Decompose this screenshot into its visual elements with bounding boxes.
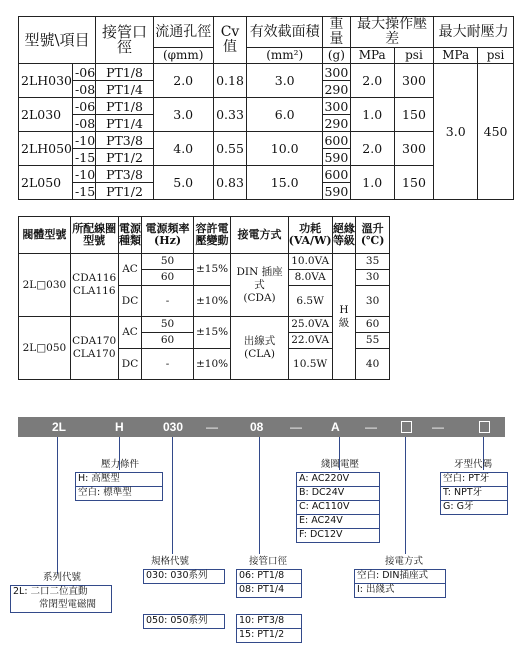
frequency: 60: [142, 333, 193, 349]
connection-cla-code: (CLA): [244, 348, 275, 360]
legend-item: B: DC24V: [297, 487, 379, 501]
port-size: PT3/8: [96, 132, 154, 149]
header-orifice: 流通孔徑: [153, 17, 213, 48]
connection-cla-label: 出線式: [243, 335, 276, 347]
header-op-psi: psi: [394, 48, 434, 64]
legend-pressure-box: [75, 472, 163, 501]
voltage-variation: ±15%: [193, 317, 231, 349]
legend-wiring-title: 接電方式: [384, 556, 423, 567]
temp-rise: 55: [356, 333, 390, 349]
header-area-unit: (mm²): [247, 48, 322, 64]
connection-din: [231, 254, 288, 317]
op-psi-value: 150: [394, 166, 434, 200]
area-value: 6.0: [247, 98, 322, 132]
port-code: -15: [73, 183, 96, 200]
legend-port-box: [236, 569, 302, 598]
temp-rise: 40: [356, 349, 390, 380]
row-model: 2L050: [19, 166, 73, 200]
connector-line: [259, 437, 260, 554]
orifice-value: 2.0: [153, 64, 213, 98]
legend-spec-box: [143, 569, 225, 584]
legend-item: 15: PT1/2: [239, 629, 285, 640]
weight-value: 600: [322, 132, 350, 149]
valve-spec-table: [18, 16, 514, 200]
header-power: 功耗(VA/W): [288, 217, 332, 254]
legend-item: 空白: DIN插座式: [355, 570, 445, 584]
legend-item: 08: PT1/4: [239, 584, 285, 595]
temp-rise: 30: [356, 270, 390, 286]
legend-item: 空白: 標準型: [78, 487, 132, 498]
frequency: -: [142, 286, 193, 317]
legend-spec-box: [143, 614, 225, 629]
header-coil-model: 所配線圈型號: [70, 217, 118, 254]
code-spec: 030: [163, 420, 184, 434]
legend-item: F: DC12V: [299, 529, 343, 540]
power-value: 10.5W: [288, 349, 332, 380]
code-dash: —: [432, 420, 444, 434]
cv-value: 0.18: [213, 64, 247, 98]
header-orifice-unit: (φmm): [153, 48, 213, 64]
weight-value: 590: [322, 183, 350, 200]
header-weight-unit: (g): [322, 48, 350, 64]
legend-series-box: [10, 585, 112, 613]
op-psi-value: 300: [394, 64, 434, 98]
temp-rise: 30: [356, 286, 390, 317]
legend-series-title: 系列代號: [42, 572, 81, 583]
cv-value: 0.33: [213, 98, 247, 132]
body-model: 2L□030: [19, 254, 71, 317]
legend-item: 2L: 二口二位直動: [13, 586, 88, 597]
header-body-model: 閥體型號: [19, 217, 71, 254]
power-type-dc: DC: [118, 286, 142, 317]
code-dash: —: [206, 420, 218, 434]
header-voltage-variation: 容許電壓變動: [193, 217, 231, 254]
legend-port-title: 接管口徑: [248, 556, 287, 567]
connection-din-label: DIN 插座式: [236, 265, 283, 291]
power-type-ac: AC: [118, 254, 142, 286]
code-port: 08: [250, 420, 264, 434]
legend-port-box: [236, 614, 302, 643]
op-psi-value: 300: [394, 132, 434, 166]
header-connection: 接電方式: [231, 217, 288, 254]
legend-item: C: AC110V: [297, 501, 379, 515]
weight-value: 300: [322, 98, 350, 115]
legend-item: T: NPT牙: [441, 487, 507, 501]
port-code: -10: [73, 166, 96, 183]
area-value: 3.0: [247, 64, 322, 98]
power-value: 10.0VA: [288, 254, 332, 270]
area-value: 15.0: [247, 166, 322, 200]
header-frequency: 電源頻率(Hz): [142, 217, 193, 254]
tol-mpa-value: 3.0: [434, 64, 478, 200]
port-size: PT1/4: [96, 115, 154, 132]
legend-item: 030: 030系列: [146, 570, 208, 581]
legend-item: 050: 050系列: [146, 615, 208, 626]
power-value: 8.0VA: [288, 270, 332, 286]
weight-value: 600: [322, 166, 350, 183]
legend-item: 空白: PT牙: [441, 473, 507, 487]
power-value: 22.0VA: [288, 333, 332, 349]
frequency: 50: [142, 317, 193, 333]
port-code: -10: [73, 132, 96, 149]
header-area: 有效截面積: [247, 17, 322, 48]
op-psi-value: 150: [394, 98, 434, 132]
frequency: 60: [142, 270, 193, 286]
header-insulation: 絕緣等級: [332, 217, 356, 254]
cv-value: 0.55: [213, 132, 247, 166]
port-size: PT3/8: [96, 166, 154, 183]
temp-rise: 60: [356, 317, 390, 333]
header-port: 接管口徑: [96, 17, 154, 64]
voltage-variation: ±15%: [193, 254, 231, 286]
weight-value: 590: [322, 149, 350, 166]
port-size: PT1/8: [96, 64, 154, 81]
legend-item: G: G牙: [443, 501, 474, 512]
frequency: -: [142, 349, 193, 380]
port-code: -06: [73, 98, 96, 115]
weight-value: 290: [322, 81, 350, 98]
coil-model-1: CDA116: [72, 272, 117, 284]
header-weight: 重量: [322, 17, 350, 48]
connector-line: [57, 437, 58, 574]
row-model: 2LH050: [19, 132, 73, 166]
header-tol-mpa: MPa: [434, 48, 478, 64]
voltage-variation: ±10%: [193, 286, 231, 317]
coil-model-1: CDA170: [72, 335, 117, 347]
coil-model: [70, 254, 118, 317]
port-size: PT1/4: [96, 81, 154, 98]
port-size: PT1/2: [96, 149, 154, 166]
legend-item: H: 高壓型: [76, 473, 162, 487]
port-code: -08: [73, 115, 96, 132]
port-code: -15: [73, 149, 96, 166]
power-type-dc: DC: [118, 349, 142, 380]
coil-model: [70, 317, 118, 380]
legend-thread-title: 牙型代碼: [453, 459, 492, 470]
port-size: PT1/2: [96, 183, 154, 200]
cv-value: 0.83: [213, 166, 247, 200]
weight-value: 300: [322, 64, 350, 81]
header-tol-psi: psi: [478, 48, 514, 64]
header-power-type: 電源種類: [118, 217, 142, 254]
coil-model-2: CLA116: [72, 285, 116, 297]
power-type-ac: AC: [118, 317, 142, 349]
legend-wiring-box: [354, 569, 446, 598]
weight-value: 290: [322, 115, 350, 132]
connector-line: [172, 437, 173, 554]
legend-item: A: AC220V: [297, 473, 379, 487]
connector-line: [405, 437, 406, 554]
voltage-variation: ±10%: [193, 349, 231, 380]
orifice-value: 5.0: [153, 166, 213, 200]
power-value: 6.5W: [288, 286, 332, 317]
legend-item: E: AC24V: [297, 515, 379, 529]
op-mpa-value: 1.0: [350, 98, 394, 132]
code-pressure: H: [115, 420, 124, 434]
legend-item: I: 出綫式: [357, 584, 395, 595]
header-max-tolerance: 最大耐壓力: [434, 17, 514, 48]
legend-pressure-title: 壓力條件: [100, 459, 139, 470]
legend-item: 06: PT1/8: [237, 570, 301, 584]
code-wiring-box: [401, 421, 412, 433]
header-op-mpa: MPa: [350, 48, 394, 64]
legend-item: 10: PT3/8: [237, 615, 301, 629]
op-mpa-value: 2.0: [350, 64, 394, 98]
orifice-value: 4.0: [153, 132, 213, 166]
frequency: 50: [142, 254, 193, 270]
connection-cla: [231, 317, 288, 380]
port-code: -06: [73, 64, 96, 81]
code-thread-box: [479, 421, 490, 433]
legend-voltage-title: 綫圈電壓: [320, 459, 359, 470]
orifice-value: 3.0: [153, 98, 213, 132]
insulation-class: H 級: [332, 254, 356, 380]
legend-voltage-box: [296, 472, 380, 543]
code-dash: —: [365, 420, 377, 434]
header-max-operating: 最大操作壓差: [350, 17, 434, 48]
row-model: 2LH030: [19, 64, 73, 98]
row-model: 2L030: [19, 98, 73, 132]
op-mpa-value: 2.0: [350, 132, 394, 166]
legend-spec-title: 規格代號: [150, 556, 189, 567]
body-model: 2L□050: [19, 317, 71, 380]
tol-psi-value: 450: [478, 64, 514, 200]
header-temp-rise: 溫升(℃): [356, 217, 390, 254]
temp-rise: 35: [356, 254, 390, 270]
legend-thread-box: [440, 472, 508, 515]
coil-model-2: CLA170: [72, 348, 116, 360]
header-cv: Cv 值: [213, 17, 247, 64]
code-series: 2L: [52, 420, 67, 434]
legend-item: 常閉型電磁閥: [39, 599, 97, 610]
header-model: 型號\項目: [19, 17, 96, 64]
coil-spec-table: [18, 216, 390, 380]
port-code: -08: [73, 81, 96, 98]
area-value: 10.0: [247, 132, 322, 166]
code-dash: —: [290, 420, 302, 434]
power-value: 25.0VA: [288, 317, 332, 333]
code-voltage: A: [331, 420, 340, 434]
connection-din-code: (CDA): [243, 291, 276, 304]
port-size: PT1/8: [96, 98, 154, 115]
op-mpa-value: 1.0: [350, 166, 394, 200]
